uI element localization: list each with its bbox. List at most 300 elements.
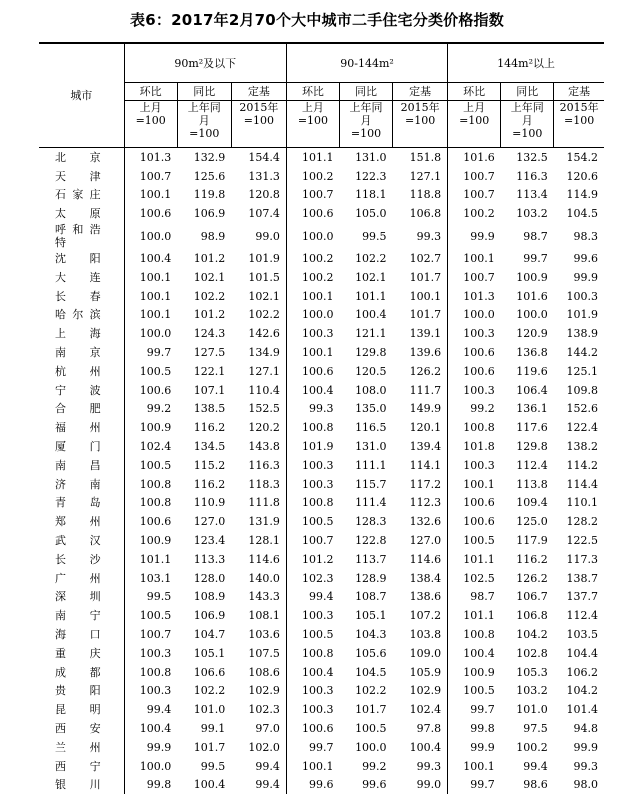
index-value: 117.6 bbox=[501, 418, 554, 437]
index-value: 102.2 bbox=[177, 287, 231, 306]
city-name: 沈阳 bbox=[39, 249, 124, 268]
table-row bbox=[39, 249, 604, 268]
table-row bbox=[39, 167, 604, 186]
index-value: 100.0 bbox=[501, 306, 554, 325]
metric-fixed-base-header: 定基 bbox=[554, 83, 604, 101]
index-value: 129.8 bbox=[339, 343, 392, 362]
index-value: 106.8 bbox=[501, 606, 554, 625]
index-value: 131.3 bbox=[231, 167, 286, 186]
index-value: 120.8 bbox=[231, 186, 286, 205]
index-value: 106.4 bbox=[501, 381, 554, 400]
city-name: 西安 bbox=[39, 719, 124, 738]
index-value: 102.9 bbox=[393, 682, 448, 701]
table-row bbox=[39, 148, 604, 167]
index-value: 151.8 bbox=[393, 148, 448, 167]
index-value: 101.1 bbox=[448, 550, 501, 569]
index-value: 100.3 bbox=[124, 644, 177, 663]
index-value: 114.6 bbox=[393, 550, 448, 569]
index-value: 104.4 bbox=[554, 644, 604, 663]
city-name: 重庆 bbox=[39, 644, 124, 663]
index-value: 100.4 bbox=[339, 306, 392, 325]
table-row bbox=[39, 531, 604, 550]
index-value: 98.9 bbox=[177, 223, 231, 249]
index-value: 100.9 bbox=[124, 418, 177, 437]
index-value: 127.5 bbox=[177, 343, 231, 362]
index-value: 120.1 bbox=[393, 418, 448, 437]
index-value: 103.2 bbox=[501, 682, 554, 701]
table-row bbox=[39, 512, 604, 531]
index-value: 118.1 bbox=[339, 186, 392, 205]
index-value: 99.4 bbox=[286, 588, 339, 607]
index-value: 101.4 bbox=[554, 700, 604, 719]
index-value: 138.4 bbox=[393, 569, 448, 588]
index-value: 120.9 bbox=[501, 324, 554, 343]
index-value: 139.4 bbox=[393, 437, 448, 456]
index-value: 100.3 bbox=[286, 700, 339, 719]
table-row bbox=[39, 644, 604, 663]
table-header bbox=[39, 43, 604, 148]
index-value: 99.1 bbox=[177, 719, 231, 738]
index-value: 100.4 bbox=[124, 719, 177, 738]
index-value: 101.3 bbox=[448, 287, 501, 306]
index-value: 102.1 bbox=[231, 287, 286, 306]
index-value: 103.6 bbox=[231, 625, 286, 644]
index-value: 101.3 bbox=[124, 148, 177, 167]
city-name: 福州 bbox=[39, 418, 124, 437]
index-value: 100.0 bbox=[339, 738, 392, 757]
index-value: 100.9 bbox=[124, 531, 177, 550]
index-value: 116.2 bbox=[177, 475, 231, 494]
city-name: 宁波 bbox=[39, 381, 124, 400]
index-value: 98.0 bbox=[554, 776, 604, 794]
index-value: 101.6 bbox=[448, 148, 501, 167]
index-value: 128.9 bbox=[339, 569, 392, 588]
index-value: 100.3 bbox=[554, 287, 604, 306]
index-value: 101.6 bbox=[501, 287, 554, 306]
metric-mom-header: 环比 bbox=[286, 83, 339, 101]
index-value: 102.3 bbox=[286, 569, 339, 588]
index-value: 100.4 bbox=[393, 738, 448, 757]
index-value: 143.3 bbox=[231, 588, 286, 607]
index-value: 101.7 bbox=[393, 268, 448, 287]
index-value: 102.5 bbox=[448, 569, 501, 588]
index-value: 143.8 bbox=[231, 437, 286, 456]
index-value: 103.5 bbox=[554, 625, 604, 644]
table-row bbox=[39, 268, 604, 287]
index-value: 125.0 bbox=[501, 512, 554, 531]
index-value: 121.1 bbox=[339, 324, 392, 343]
city-name: 青岛 bbox=[39, 494, 124, 513]
city-name: 石家庄 bbox=[39, 186, 124, 205]
table-row bbox=[39, 625, 604, 644]
index-value: 119.8 bbox=[177, 186, 231, 205]
index-value: 99.5 bbox=[177, 757, 231, 776]
base-prev-month: 上月 =100 bbox=[124, 101, 177, 148]
table-row bbox=[39, 776, 604, 794]
index-value: 113.3 bbox=[177, 550, 231, 569]
table-row bbox=[39, 362, 604, 381]
index-value: 110.9 bbox=[177, 494, 231, 513]
index-value: 139.1 bbox=[393, 324, 448, 343]
city-name: 厦门 bbox=[39, 437, 124, 456]
city-name: 郑州 bbox=[39, 512, 124, 531]
index-value: 101.8 bbox=[448, 437, 501, 456]
index-value: 100.5 bbox=[124, 606, 177, 625]
index-value: 115.7 bbox=[339, 475, 392, 494]
index-value: 100.5 bbox=[124, 362, 177, 381]
table-row bbox=[39, 719, 604, 738]
index-value: 100.5 bbox=[448, 682, 501, 701]
index-value: 100.8 bbox=[124, 494, 177, 513]
index-value: 100.0 bbox=[448, 306, 501, 325]
city-name: 兰州 bbox=[39, 738, 124, 757]
index-value: 100.6 bbox=[448, 362, 501, 381]
index-value: 103.1 bbox=[124, 569, 177, 588]
index-value: 108.1 bbox=[231, 606, 286, 625]
index-value: 99.9 bbox=[554, 738, 604, 757]
city-name: 哈尔滨 bbox=[39, 306, 124, 325]
index-value: 108.0 bbox=[339, 381, 392, 400]
metric-fixed-base-header: 定基 bbox=[231, 83, 286, 101]
index-value: 100.7 bbox=[286, 531, 339, 550]
city-name: 大连 bbox=[39, 268, 124, 287]
index-value: 99.0 bbox=[231, 223, 286, 249]
index-value: 135.0 bbox=[339, 400, 392, 419]
index-value: 100.2 bbox=[286, 249, 339, 268]
index-value: 122.4 bbox=[554, 418, 604, 437]
table-row bbox=[39, 418, 604, 437]
index-value: 154.4 bbox=[231, 148, 286, 167]
index-value: 100.8 bbox=[448, 418, 501, 437]
city-name: 昆明 bbox=[39, 700, 124, 719]
index-value: 100.7 bbox=[286, 186, 339, 205]
index-value: 97.5 bbox=[501, 719, 554, 738]
index-value: 105.1 bbox=[177, 644, 231, 663]
metric-yoy-header: 同比 bbox=[177, 83, 231, 101]
index-value: 107.5 bbox=[231, 644, 286, 663]
index-value: 100.4 bbox=[177, 776, 231, 794]
index-value: 122.5 bbox=[554, 531, 604, 550]
index-value: 116.3 bbox=[501, 167, 554, 186]
index-value: 118.8 bbox=[393, 186, 448, 205]
index-value: 100.4 bbox=[448, 644, 501, 663]
table-row bbox=[39, 494, 604, 513]
index-value: 112.3 bbox=[393, 494, 448, 513]
index-value: 99.4 bbox=[501, 757, 554, 776]
index-value: 111.1 bbox=[339, 456, 392, 475]
index-value: 100.8 bbox=[448, 625, 501, 644]
index-value: 116.2 bbox=[501, 550, 554, 569]
index-value: 127.0 bbox=[393, 531, 448, 550]
index-value: 105.9 bbox=[393, 663, 448, 682]
index-value: 103.8 bbox=[393, 625, 448, 644]
index-value: 101.7 bbox=[393, 306, 448, 325]
index-value: 128.2 bbox=[554, 512, 604, 531]
index-value: 134.9 bbox=[231, 343, 286, 362]
index-value: 113.8 bbox=[501, 475, 554, 494]
index-value: 116.5 bbox=[339, 418, 392, 437]
index-value: 99.5 bbox=[339, 223, 392, 249]
index-value: 138.6 bbox=[393, 588, 448, 607]
index-value: 100.3 bbox=[286, 475, 339, 494]
index-value: 113.7 bbox=[339, 550, 392, 569]
index-value: 114.9 bbox=[554, 186, 604, 205]
city-name: 成都 bbox=[39, 663, 124, 682]
index-value: 105.6 bbox=[339, 644, 392, 663]
index-value: 101.7 bbox=[177, 738, 231, 757]
index-value: 98.7 bbox=[448, 588, 501, 607]
index-value: 104.2 bbox=[554, 682, 604, 701]
index-value: 120.6 bbox=[554, 167, 604, 186]
index-value: 100.1 bbox=[286, 287, 339, 306]
base-2015: 2015年 =100 bbox=[554, 101, 604, 148]
index-value: 127.0 bbox=[177, 512, 231, 531]
index-value: 106.2 bbox=[554, 663, 604, 682]
base-2015: 2015年 =100 bbox=[231, 101, 286, 148]
table-row bbox=[39, 569, 604, 588]
index-value: 120.5 bbox=[339, 362, 392, 381]
index-value: 102.1 bbox=[339, 268, 392, 287]
group-header-large: 144m²以上 bbox=[448, 43, 604, 83]
index-value: 114.4 bbox=[554, 475, 604, 494]
base-prev-year-month: 上年同 月 =100 bbox=[501, 101, 554, 148]
index-value: 100.4 bbox=[124, 249, 177, 268]
index-value: 126.2 bbox=[393, 362, 448, 381]
index-value: 102.8 bbox=[501, 644, 554, 663]
table-row bbox=[39, 606, 604, 625]
index-value: 106.6 bbox=[177, 663, 231, 682]
base-prev-year-month: 上年同 月 =100 bbox=[177, 101, 231, 148]
index-value: 100.3 bbox=[286, 456, 339, 475]
index-value: 100.6 bbox=[286, 362, 339, 381]
index-value: 100.3 bbox=[448, 456, 501, 475]
index-value: 100.3 bbox=[448, 324, 501, 343]
table-title: 表6：2017年2月70个大中城市二手住宅分类价格指数 bbox=[0, 9, 634, 30]
index-value: 100.0 bbox=[124, 757, 177, 776]
index-value: 140.0 bbox=[231, 569, 286, 588]
base-2015: 2015年 =100 bbox=[393, 101, 448, 148]
index-value: 122.3 bbox=[339, 167, 392, 186]
index-value: 124.3 bbox=[177, 324, 231, 343]
index-value: 100.9 bbox=[501, 268, 554, 287]
index-value: 126.2 bbox=[501, 569, 554, 588]
index-value: 104.3 bbox=[339, 625, 392, 644]
table-row bbox=[39, 700, 604, 719]
index-value: 111.7 bbox=[393, 381, 448, 400]
index-value: 100.1 bbox=[124, 186, 177, 205]
index-value: 119.6 bbox=[501, 362, 554, 381]
index-value: 100.5 bbox=[286, 512, 339, 531]
index-value: 131.0 bbox=[339, 437, 392, 456]
table-row bbox=[39, 550, 604, 569]
index-value: 100.8 bbox=[124, 475, 177, 494]
metric-yoy-header: 同比 bbox=[339, 83, 392, 101]
index-value: 100.6 bbox=[448, 512, 501, 531]
index-value: 105.3 bbox=[501, 663, 554, 682]
index-value: 104.2 bbox=[501, 625, 554, 644]
index-value: 138.5 bbox=[177, 400, 231, 419]
index-value: 99.8 bbox=[448, 719, 501, 738]
index-value: 131.0 bbox=[339, 148, 392, 167]
table-row bbox=[39, 204, 604, 223]
index-value: 101.1 bbox=[448, 606, 501, 625]
table-row bbox=[39, 437, 604, 456]
index-value: 152.6 bbox=[554, 400, 604, 419]
city-name: 济南 bbox=[39, 475, 124, 494]
index-value: 102.9 bbox=[231, 682, 286, 701]
index-value: 118.3 bbox=[231, 475, 286, 494]
index-value: 128.0 bbox=[177, 569, 231, 588]
index-value: 128.3 bbox=[339, 512, 392, 531]
table-row bbox=[39, 400, 604, 419]
index-value: 98.7 bbox=[501, 223, 554, 249]
index-value: 100.7 bbox=[448, 268, 501, 287]
index-value: 103.2 bbox=[501, 204, 554, 223]
table-row bbox=[39, 186, 604, 205]
index-value: 94.8 bbox=[554, 719, 604, 738]
index-value: 132.5 bbox=[501, 148, 554, 167]
index-value: 109.8 bbox=[554, 381, 604, 400]
index-value: 104.7 bbox=[177, 625, 231, 644]
index-value: 102.3 bbox=[231, 700, 286, 719]
index-value: 100.1 bbox=[286, 343, 339, 362]
index-value: 117.3 bbox=[554, 550, 604, 569]
index-value: 142.6 bbox=[231, 324, 286, 343]
index-value: 100.6 bbox=[286, 204, 339, 223]
index-value: 101.9 bbox=[231, 249, 286, 268]
index-value: 106.7 bbox=[501, 588, 554, 607]
index-value: 154.2 bbox=[554, 148, 604, 167]
city-name: 深圳 bbox=[39, 588, 124, 607]
city-name: 西宁 bbox=[39, 757, 124, 776]
index-value: 99.4 bbox=[124, 700, 177, 719]
index-value: 100.4 bbox=[286, 381, 339, 400]
index-value: 106.8 bbox=[393, 204, 448, 223]
table-row bbox=[39, 456, 604, 475]
index-value: 100.8 bbox=[124, 663, 177, 682]
table-row bbox=[39, 757, 604, 776]
table-row bbox=[39, 223, 604, 249]
index-value: 144.2 bbox=[554, 343, 604, 362]
index-value: 99.6 bbox=[286, 776, 339, 794]
index-value: 100.6 bbox=[286, 719, 339, 738]
index-value: 97.8 bbox=[393, 719, 448, 738]
index-value: 99.7 bbox=[124, 343, 177, 362]
index-value: 97.0 bbox=[231, 719, 286, 738]
group-header-medium: 90-144m² bbox=[286, 43, 447, 83]
index-value: 99.3 bbox=[393, 223, 448, 249]
index-value: 99.9 bbox=[554, 268, 604, 287]
index-value: 137.7 bbox=[554, 588, 604, 607]
table-row bbox=[39, 381, 604, 400]
index-value: 102.1 bbox=[177, 268, 231, 287]
city-name: 上海 bbox=[39, 324, 124, 343]
index-value: 99.4 bbox=[231, 757, 286, 776]
index-value: 136.8 bbox=[501, 343, 554, 362]
index-value: 111.4 bbox=[339, 494, 392, 513]
index-value: 99.4 bbox=[231, 776, 286, 794]
index-value: 102.2 bbox=[339, 682, 392, 701]
index-value: 100.1 bbox=[124, 268, 177, 287]
index-value: 104.5 bbox=[339, 663, 392, 682]
index-value: 100.5 bbox=[124, 456, 177, 475]
index-value: 101.0 bbox=[501, 700, 554, 719]
index-value: 100.0 bbox=[124, 223, 177, 249]
index-value: 100.1 bbox=[124, 287, 177, 306]
index-value: 99.6 bbox=[554, 249, 604, 268]
metric-yoy-header: 同比 bbox=[501, 83, 554, 101]
index-value: 136.1 bbox=[501, 400, 554, 419]
index-value: 100.2 bbox=[286, 268, 339, 287]
index-value: 125.6 bbox=[177, 167, 231, 186]
index-value: 117.2 bbox=[393, 475, 448, 494]
index-value: 100.1 bbox=[448, 757, 501, 776]
index-value: 98.6 bbox=[501, 776, 554, 794]
city-name: 杭州 bbox=[39, 362, 124, 381]
index-value: 102.7 bbox=[393, 249, 448, 268]
city-name: 呼和浩特 bbox=[39, 223, 124, 249]
index-value: 99.6 bbox=[339, 776, 392, 794]
index-value: 101.5 bbox=[231, 268, 286, 287]
city-name: 长春 bbox=[39, 287, 124, 306]
index-value: 114.6 bbox=[231, 550, 286, 569]
index-value: 108.6 bbox=[231, 663, 286, 682]
group-header-small: 90m²及以下 bbox=[124, 43, 286, 83]
index-value: 105.0 bbox=[339, 204, 392, 223]
index-value: 108.9 bbox=[177, 588, 231, 607]
metric-mom-header: 环比 bbox=[448, 83, 501, 101]
city-name: 太原 bbox=[39, 204, 124, 223]
index-value: 100.5 bbox=[339, 719, 392, 738]
index-value: 101.0 bbox=[177, 700, 231, 719]
city-name: 南昌 bbox=[39, 456, 124, 475]
index-value: 99.5 bbox=[124, 588, 177, 607]
index-value: 100.6 bbox=[124, 381, 177, 400]
index-value: 149.9 bbox=[393, 400, 448, 419]
index-value: 102.2 bbox=[339, 249, 392, 268]
index-value: 122.1 bbox=[177, 362, 231, 381]
index-value: 100.1 bbox=[448, 475, 501, 494]
index-value: 99.2 bbox=[339, 757, 392, 776]
index-value: 100.3 bbox=[124, 682, 177, 701]
index-value: 99.2 bbox=[124, 400, 177, 419]
table-row bbox=[39, 324, 604, 343]
index-value: 123.4 bbox=[177, 531, 231, 550]
index-value: 107.2 bbox=[393, 606, 448, 625]
city-name: 长沙 bbox=[39, 550, 124, 569]
index-value: 104.5 bbox=[554, 204, 604, 223]
index-value: 101.2 bbox=[286, 550, 339, 569]
index-value: 100.5 bbox=[448, 531, 501, 550]
index-value: 109.4 bbox=[501, 494, 554, 513]
index-value: 100.0 bbox=[286, 306, 339, 325]
city-name: 银川 bbox=[39, 776, 124, 794]
index-value: 129.8 bbox=[501, 437, 554, 456]
index-value: 99.7 bbox=[448, 700, 501, 719]
table-body bbox=[39, 148, 604, 794]
index-value: 116.3 bbox=[231, 456, 286, 475]
index-value: 114.2 bbox=[554, 456, 604, 475]
metric-fixed-base-header: 定基 bbox=[393, 83, 448, 101]
index-value: 100.8 bbox=[286, 418, 339, 437]
index-value: 107.4 bbox=[231, 204, 286, 223]
index-value: 102.2 bbox=[177, 682, 231, 701]
city-name: 贵阳 bbox=[39, 682, 124, 701]
index-value: 99.3 bbox=[393, 757, 448, 776]
index-value: 110.4 bbox=[231, 381, 286, 400]
index-value: 105.1 bbox=[339, 606, 392, 625]
table-row bbox=[39, 588, 604, 607]
